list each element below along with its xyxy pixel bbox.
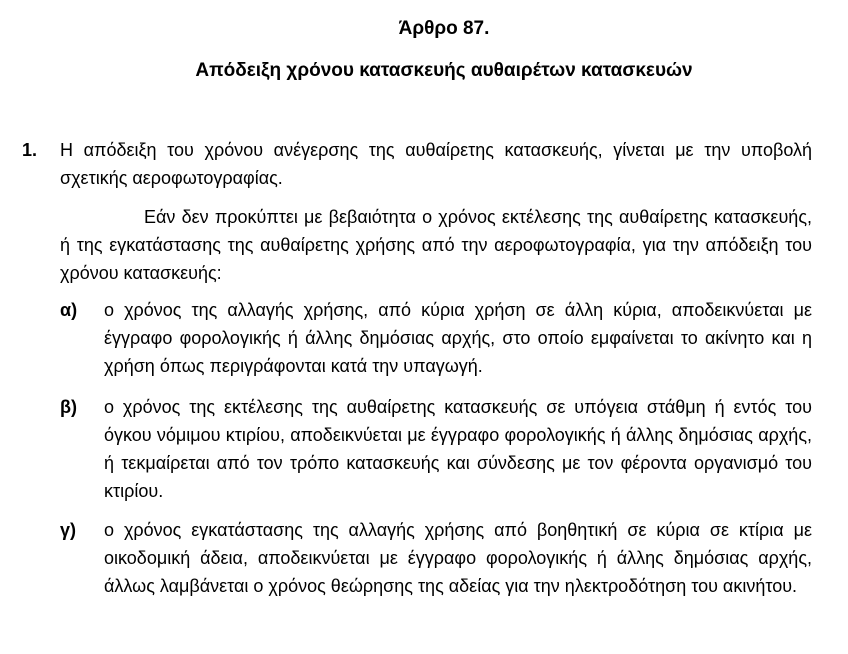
item-text-c: ο χρόνος εγκατάστασης της αλλαγής χρήσης από βοηθητική σε κύρια σε κτίρια με οικοδομική άδεια, αποδεικνύεται με έγγραφο φορολογικής ή άλλης δημόσιας αρχής, άλλως λαμβάνεται ο χρόνος θεώρησης της αδείας για την ηλεκτροδότηση του ακινήτου.	[104, 520, 812, 596]
paragraph-number: 1.	[22, 140, 38, 160]
item-label-c: γ)	[60, 520, 77, 540]
paragraph-text: Η απόδειξη του χρόνου ανέγερσης της αυθαίρετης κατασκευής, γίνεται με την υποβολή σχετικής αεροφωτογραφίας.	[60, 140, 812, 188]
item-label-a: α)	[60, 300, 78, 320]
article-number: Άρθρο 87.	[398, 18, 490, 39]
item-label-b: β)	[60, 397, 77, 417]
paragraph-continuation: Εάν δεν προκύπτει με βεβαιότητα ο χρόνος εκτέλεσης της αυθαίρετης κατασκευής, ή της εγκατάστασης της αυθαίρετης χρήσης από την αεροφωτογραφία, για την απόδειξη του χρόνου κατασκευής:	[60, 207, 812, 283]
item-text-b: ο χρόνος της εκτέλεσης της αυθαίρετης κατασκευής σε υπόγεια στάθμη ή εντός του όγκου νόμιμου κτιρίου, αποδεικνύεται με έγγραφο φορολογικής ή άλλης δημόσιας αρχής, ή τεκμαίρεται από τον τρόπο κατασκευής και σύνδεσης με τον φέροντα οργανισμό του κτιρίου.	[104, 397, 812, 501]
article-title: Απόδειξη χρόνου κατασκευής αυθαιρέτων κατασκευών	[195, 60, 693, 81]
item-text-a: ο χρόνος της αλλαγής χρήσης, από κύρια χρήση σε άλλη κύρια, αποδεικνύεται με έγγραφο φορολογικής ή άλλης δημόσιας αρχής, στο οποίο εμφαίνεται το ακίνητο και η χρήση όπως περιγράφονται κατά την υπαγωγή.	[104, 300, 812, 376]
